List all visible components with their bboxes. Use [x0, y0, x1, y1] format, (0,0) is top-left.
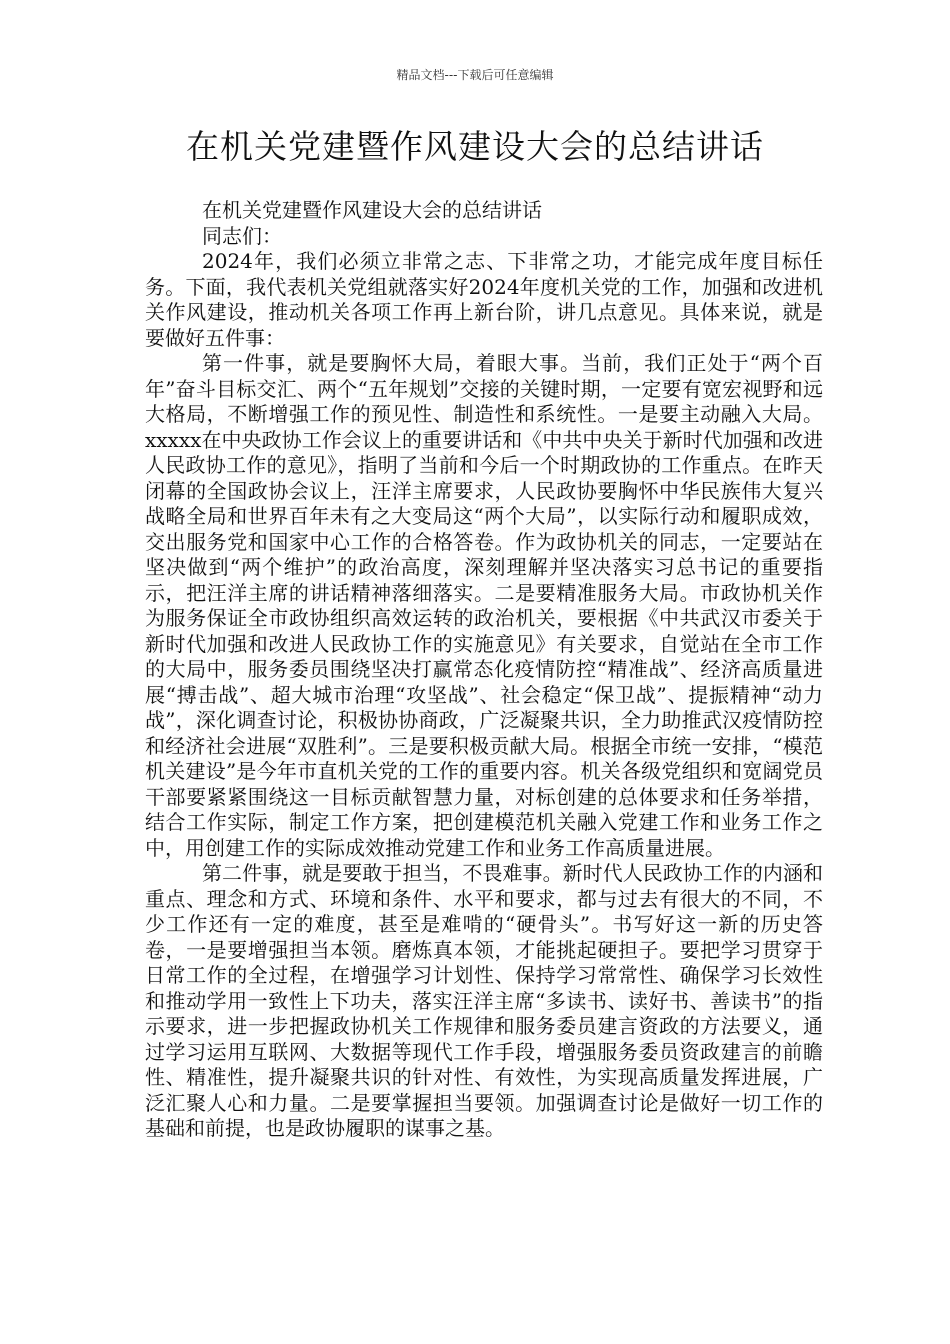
salutation: 同志们：	[202, 223, 282, 248]
document-title: 在机关党建暨作风建设大会的总结讲话	[186, 127, 764, 166]
paragraph-first-matter: 第一件事，就是要胸怀大局，着眼大事。当前，我们正处于“两个百年”奋斗目标交汇、两个“五年规划”交接的关键时期，一定要有宽宏视野和远大格局，不断增强工作的预见性、制造性和系统性。一是要主动融入大局。xxxxx在中央政协工作会议上的重要讲话和《中共中央关于新时代加强和改进人民政协工作的意见》，指明了当前和今后一个时期政协的工作重点。在昨天闭幕的全国政协会议上，汪洋主席要求，人民政协要胸怀中华民族伟大复兴战略全局和世界百年未有之大变局这“两个大局”，以实际行动和履职成效，交出服务党和国家中心工作的合格答卷。作为政协机关的同志，一定要站在坚决做到“两个维护”的政治高度，深刻理解并坚决落实习总书记的重要指示，把汪洋主席的讲话精神落细落实。二是要精准服务大局。市政协机关作为服务保证全市政协组织高效运转的政治机关，要根据《中共武汉市委关于新时代加强和改进人民政协工作的实施意见》有关要求，自觉站在全市工作的大局中，服务委员围绕坚决打赢常态化疫情防控“精准战”、经济高质量进展“搏击战”、超大城市治理“攻坚战”、社会稳定“保卫战”、提振精神“动力战”，深化调查讨论，积极协协商政，广泛凝聚共识，全力助推武汉疫情防控和经济社会进展“双胜利”。三是要积极贡献大局。根据全市统一安排，“模范机关建设”是今年市直机关党的工作的重要内容。机关各级党组织和宽阔党员干部要紧紧围绕这一目标贡献智慧力量，对标创建的总体要求和任务举措，结合工作实际，制定工作方案，把创建模范机关融入党建工作和业务工作之中，用创建工作的实际成效推动党建工作和业务工作高质量进展。	[145, 351, 823, 860]
paragraph-intro: 2024年，我们必须立非常之志、下非常之功，才能完成年度目标任务。下面，我代表机关党组就落实好2024年度机关党的工作，加强和改进机关作风建设，推动机关各项工作再上新台阶，讲几点意见。具体来说，就是要做好五件事：	[145, 249, 823, 350]
paragraph-second-matter: 第二件事，就是要敢于担当，不畏难事。新时代人民政协工作的内涵和重点、理念和方式、环境和条件、水平和要求，都与过去有很大的不同，不少工作还有一定的难度，甚至是难啃的“硬骨头”。书写好这一新的历史答卷，一是要增强担当本领。磨炼真本领，才能挑起硬担子。要把学习贯穿于日常工作的全过程，在增强学习计划性、保持学习常常性、确保学习长效性和推动学用一致性上下功夫，落实汪洋主席“多读书、读好书、善读书”的指示要求，进一步把握政协机关工作规律和服务委员建言资政的方法要义，通过学习运用互联网、大数据等现代工作手段，增强服务委员资政建言的前瞻性、精准性，提升凝聚共识的针对性、有效性，为实现高质量发挥进展，广泛汇聚人心和力量。二是要掌握担当要领。加强调查讨论是做好一切工作的基础和前提，也是政协履职的谋事之基。	[145, 861, 823, 1140]
document-body	[145, 198, 823, 1142]
page-header: 精品文档---下载后可任意编辑	[396, 68, 554, 82]
document-subtitle: 在机关党建暨作风建设大会的总结讲话	[202, 198, 542, 222]
